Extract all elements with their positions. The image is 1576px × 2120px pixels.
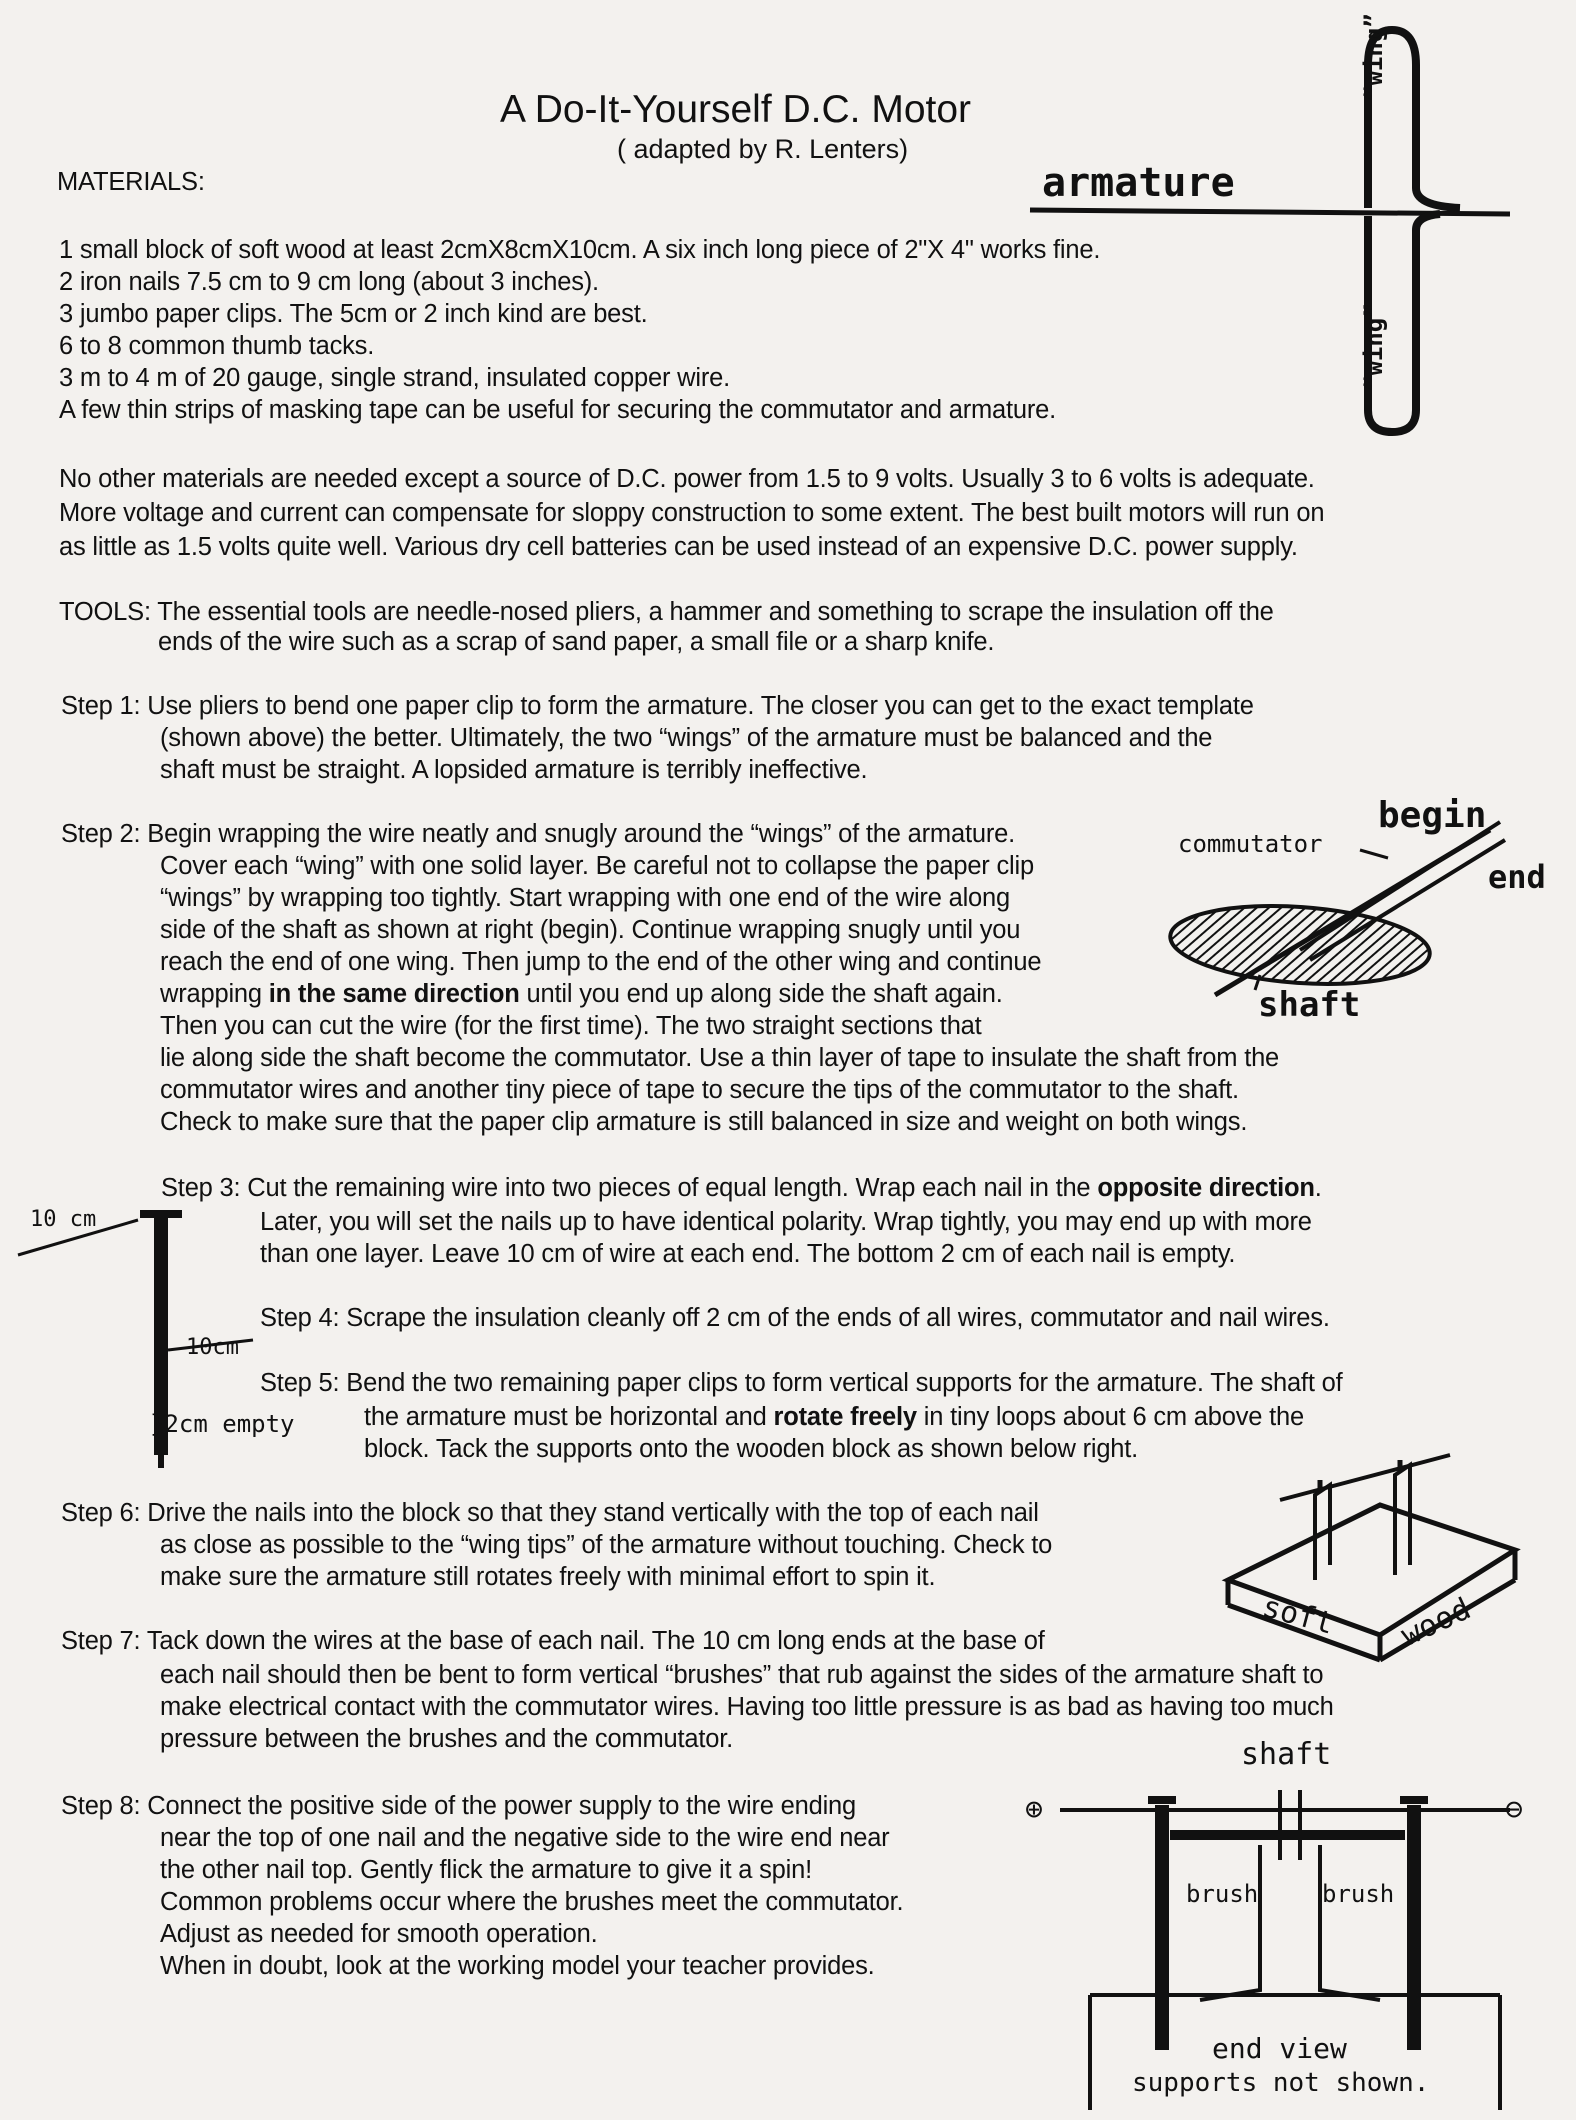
supports-not-shown-label: supports not shown. [1132, 2068, 1430, 2098]
materials-item: 1 small block of soft wood at least 2cmX8cmX10cm. A six inch long piece of 2"X 4" works fine. [59, 236, 1101, 264]
step-1-line: shaft must be straight. A lopsided armature is terribly ineffective. [160, 756, 868, 784]
step-7-line: Step 7: Tack down the wires at the base of each nail. The 10 cm long ends at the base of [61, 1627, 1045, 1655]
armature-label: armature [1042, 160, 1235, 206]
begin-label: begin [1378, 795, 1487, 836]
step-2-line: commutator wires and another tiny piece of tape to secure the tips of the commutator to the shaft. [160, 1076, 1239, 1104]
nail-10cm-top-label: 10 cm [30, 1207, 97, 1232]
step-2-line: Cover each “wing” with one solid layer. Be careful not to collapse the paper clip [160, 852, 1034, 880]
step-8-line: Adjust as needed for smooth operation. [160, 1920, 598, 1948]
step-5-line: block. Tack the supports onto the wooden block as shown below right. [364, 1435, 1139, 1463]
plus-label: ⊕ [1025, 1792, 1044, 1827]
minus-label: ⊖ [1505, 1792, 1524, 1827]
step-4: Step 4: Scrape the insulation cleanly off 2 cm of the ends of all wires, commutator and nail wires. [260, 1304, 1330, 1332]
step-2-line: Check to make sure that the paper clip armature is still balanced in size and weight on both wings. [160, 1108, 1248, 1136]
materials-item: 2 iron nails 7.5 cm to 9 cm long (about 3 inches). [59, 268, 599, 296]
step-2-line: “wings” by wrapping too tightly. Start wrapping with one end of the wire along [160, 884, 1010, 912]
step-7-line: pressure between the brushes and the commutator. [160, 1725, 733, 1753]
step-8-line: the other nail top. Gently flick the armature to give it a spin! [160, 1856, 812, 1884]
step-2-line: side of the shaft as shown at right (begin). Continue wrapping snugly until you [160, 916, 1021, 944]
end-view-shaft-label: shaft [1241, 1737, 1332, 1772]
end-view-label: end view [1212, 2032, 1347, 2065]
text-span: the armature must be horizontal and [364, 1403, 774, 1431]
emphasis-text: rotate freely [773, 1403, 917, 1431]
tools-line: ends of the wire such as a scrap of sand paper, a small file or a sharp knife. [158, 628, 995, 656]
step-8-line: near the top of one nail and the negative side to the wire end near [160, 1824, 890, 1852]
materials-item: A few thin strips of masking tape can be useful for securing the commutator and armature. [59, 396, 1057, 424]
materials-heading: MATERIALS: [57, 168, 205, 196]
text-span: in tiny loops about 6 cm above the [916, 1403, 1305, 1431]
step-5-line: Step 5: Bend the two remaining paper clips to form vertical supports for the armature. The shaft of [260, 1369, 1343, 1397]
armature-sketch [1020, 20, 1540, 440]
emphasis-text: in the same direction [268, 980, 520, 1008]
text-span: Step 3: Cut the remaining wire into two pieces of equal length. Wrap each nail in the [161, 1174, 1098, 1202]
step-2-line: lie along side the shaft become the commutator. Use a thin layer of tape to insulate the shaft from the [160, 1044, 1280, 1072]
materials-item: 6 to 8 common thumb tacks. [59, 332, 375, 360]
step-2-line [160, 978, 1003, 1010]
step-6-line: Step 6: Drive the nails into the block so that they stand vertically with the top of each nail [61, 1499, 1039, 1527]
emphasis-text: opposite direction [1097, 1174, 1315, 1202]
step-1-line: Step 1: Use pliers to bend one paper clip to form the armature. The closer you can get to the exact template [61, 692, 1254, 720]
end-label: end [1488, 858, 1546, 896]
step-8-line: Common problems occur where the brushes meet the commutator. [160, 1888, 904, 1916]
brush-left-label: brush [1186, 1880, 1259, 1908]
step-7-line: make electrical contact with the commutator wires. Having too little pressure is as bad as having too much [160, 1693, 1334, 1721]
step-2-line: Then you can cut the wire (for the first time). The two straight sections that [160, 1012, 982, 1040]
step-7-line: each nail should then be bent to form vertical “brushes” that rub against the sides of the armature shaft to [160, 1661, 1324, 1689]
step-6-line: make sure the armature still rotates freely with minimal effort to spin it. [160, 1563, 936, 1591]
document-title: A Do-It-Yourself D.C. Motor [500, 88, 972, 131]
wood-label: wood [1395, 1591, 1477, 1654]
commutator-label: commutator [1178, 830, 1323, 858]
step-8-line: When in doubt, look at the working model your teacher provides. [160, 1952, 875, 1980]
text-span: . [1314, 1174, 1322, 1202]
power-line: No other materials are needed except a source of D.C. power from 1.5 to 9 volts. Usually 3 to 6 volts is adequate. [59, 465, 1315, 493]
power-line: as little as 1.5 volts quite well. Various dry cell batteries can be used instead of an expensive D.C. power supply. [59, 533, 1298, 561]
nail-empty-label: }2cm empty [150, 1410, 295, 1438]
step-5-line [364, 1401, 1304, 1433]
step-3-line: Later, you will set the nails up to have identical polarity. Wrap tightly, you may end up with more [260, 1208, 1312, 1236]
tools-line: TOOLS: The essential tools are needle-nosed pliers, a hammer and something to scrape the insulation off the [59, 598, 1274, 626]
power-line: More voltage and current can compensate for sloppy construction to some extent. The best built motors will run on [59, 499, 1325, 527]
wood-block-sketch [1220, 1455, 1520, 1675]
step-6-line: as close as possible to the “wing tips” of the armature without touching. Check to [160, 1531, 1053, 1559]
step-3-line [161, 1172, 1322, 1204]
step-3-line: than one layer. Leave 10 cm of wire at each end. The bottom 2 cm of each nail is empty. [260, 1240, 1236, 1268]
materials-item: 3 m to 4 m of 20 gauge, single strand, insulated copper wire. [59, 364, 731, 392]
text-span: wrapping [160, 980, 269, 1008]
step-2-line: reach the end of one wing. Then jump to the end of the other wing and continue [160, 948, 1042, 976]
wing-bottom-label: “wing” [1360, 303, 1388, 390]
soft-label: soft [1258, 1589, 1338, 1642]
step-1-line: (shown above) the better. Ultimately, the two “wings” of the armature must be balanced and the [160, 724, 1213, 752]
document-subtitle: ( adapted by R. Lenters) [617, 134, 909, 164]
text-span: until you end up along side the shaft again. [519, 980, 1003, 1008]
shaft-label: shaft [1258, 985, 1361, 1025]
step-2-line: Step 2: Begin wrapping the wire neatly and snugly around the “wings” of the armature. [61, 820, 1015, 848]
wing-top-label: “wing” [1360, 13, 1388, 100]
step-8-line: Step 8: Connect the positive side of the power supply to the wire ending [61, 1792, 857, 1820]
materials-item: 3 jumbo paper clips. The 5cm or 2 inch kind are best. [59, 300, 648, 328]
brush-right-label: brush [1322, 1880, 1395, 1908]
nail-10cm-mid-label: 10cm [186, 1335, 239, 1360]
